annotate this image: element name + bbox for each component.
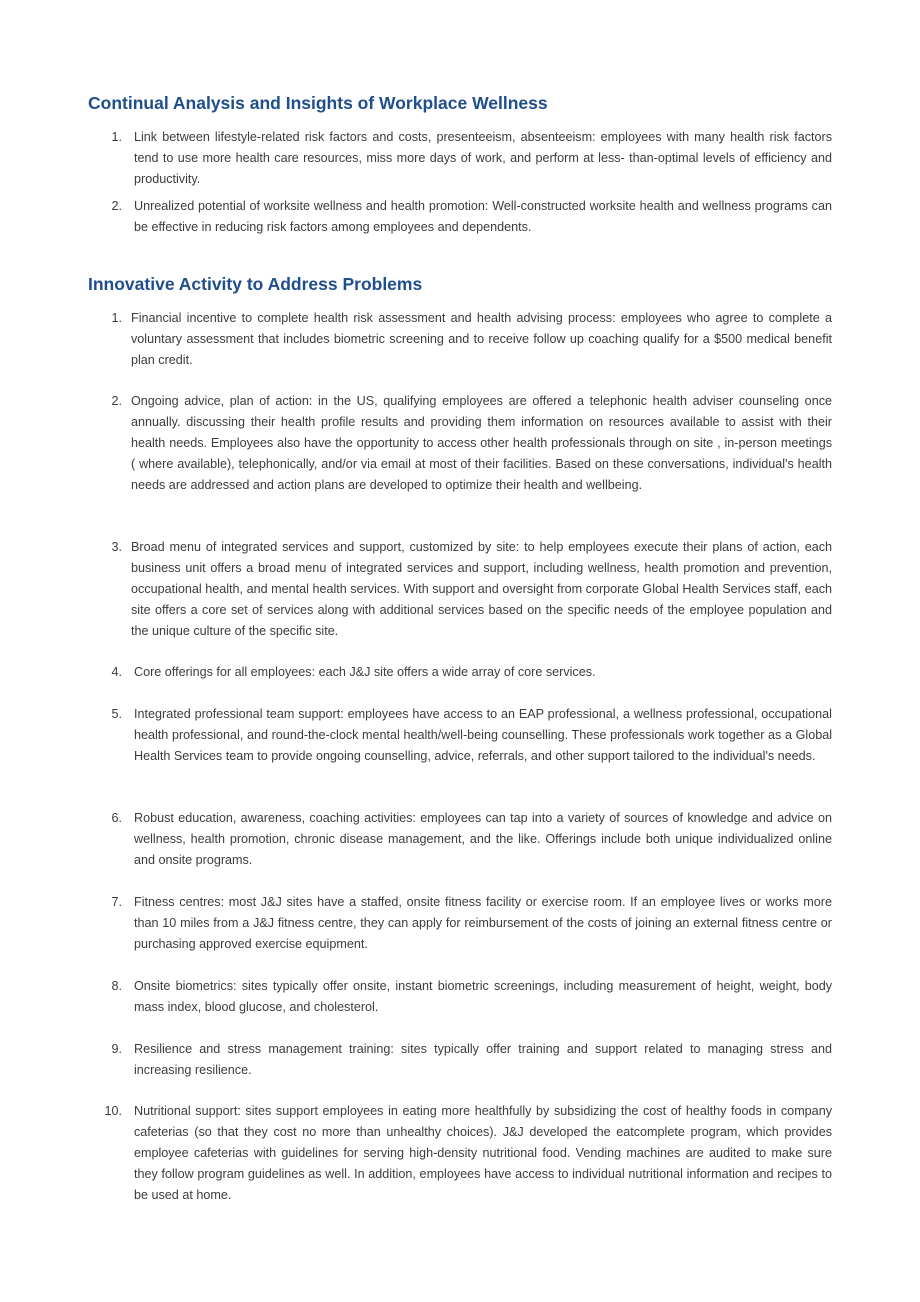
list-item-text: Nutritional support: sites support employees in eating more healthfully by subsidizing the cost of healthy foods in company cafeterias (so that they cost no more than unhealthy choices). J&J developed the eatcomplete program, which provides employee cafeterias with guidelines for serving high-density nutritional food. Vending machines are audited to make sure they follow program guidelines as well. In addition, employees have access to individual nutritional information and recipes to be used at home. bbox=[134, 1104, 832, 1202]
section-heading-analysis: Continual Analysis and Insights of Workplace Wellness bbox=[88, 93, 548, 113]
list-item-text: Link between lifestyle-related risk factors and costs, presenteeism, absenteeism: employees with many health risk factors tend to use more health care resources, miss more days of work, and perform at less- than-optimal levels of efficiency and productivity. bbox=[134, 130, 832, 186]
list-item-text: Financial incentive to complete health risk assessment and health advising process: employees who agree to complete a voluntary assessment that includes biometric screening and to receive follow up coaching qualify for a $500 medical benefit plan credit. bbox=[131, 311, 832, 367]
list-item-text: Resilience and stress management training: sites typically offer training and support related to managing stress and increasing resilience. bbox=[134, 1042, 832, 1077]
list-number: 1. bbox=[111, 311, 122, 325]
list-number: 4. bbox=[111, 665, 122, 679]
list-item-text: Robust education, awareness, coaching activities: employees can tap into a variety of sources of knowledge and advice on wellness, health promotion, chronic disease management, and the like. Offerings include both unique individualized online and onsite programs. bbox=[134, 811, 832, 867]
list-number: 2. bbox=[111, 394, 122, 408]
list-number: 3. bbox=[111, 540, 122, 554]
list-number: 7. bbox=[111, 895, 122, 909]
list-item-text: Core offerings for all employees: each J&J site offers a wide array of core services. bbox=[134, 665, 596, 679]
list-number: 8. bbox=[111, 979, 122, 993]
list-item-text: Fitness centres: most J&J sites have a staffed, onsite fitness facility or exercise room. If an employee lives or works more than 10 miles from a J&J fitness centre, they can apply for reimbursement of the costs of joining an external fitness centre or purchasing approved exercise equipment. bbox=[134, 895, 832, 951]
list-number: 10. bbox=[104, 1104, 122, 1118]
list-item-text: Unrealized potential of worksite wellness and health promotion: Well-constructed worksite health and wellness programs can be effective in reducing risk factors among employees and dependents. bbox=[134, 199, 832, 234]
list-item-text: Integrated professional team support: employees have access to an EAP professional, a wellness professional, occupational health professional, and round-the-clock mental health/well-being counselling. These professionals work together as a Global Health Services team to provide ongoing counselling, advice, referrals, and other support tailored to the individual's needs. bbox=[134, 707, 832, 763]
list-item-text: Ongoing advice, plan of action: in the US, qualifying employees are offered a telephonic health adviser counseling once annually. discussing their health profile results and providing them information on resources available to assist with their health needs. Employees also have the opportunity to access other health professionals through on site , in-person meetings ( where available), telephonically, and/or via email at most of their facilities. Based on these conversations, individual's health needs are addressed and action plans are developed to optimize their health and wellbeing. bbox=[131, 394, 832, 492]
list-number: 5. bbox=[111, 707, 122, 721]
section-heading-activity: Innovative Activity to Address Problems bbox=[88, 274, 423, 294]
list-item-text: Onsite biometrics: sites typically offer onsite, instant biometric screenings, including measurement of height, weight, body mass index, blood glucose, and cholesterol. bbox=[134, 979, 832, 1014]
list-item-text: Broad menu of integrated services and support, customized by site: to help employees execute their plans of action, each business unit offers a broad menu of integrated services and support, including wellness, health promotion and prevention, occupational health, and mental health services. With support and oversight from corporate Global Health Services staff, each site offers a core set of services along with additional services based on the specific needs of the employee population and the unique culture of the specific site. bbox=[131, 540, 832, 638]
list-number: 2. bbox=[111, 199, 122, 213]
list-number: 9. bbox=[111, 1042, 122, 1056]
list-number: 1. bbox=[111, 130, 122, 144]
list-number: 6. bbox=[111, 811, 122, 825]
